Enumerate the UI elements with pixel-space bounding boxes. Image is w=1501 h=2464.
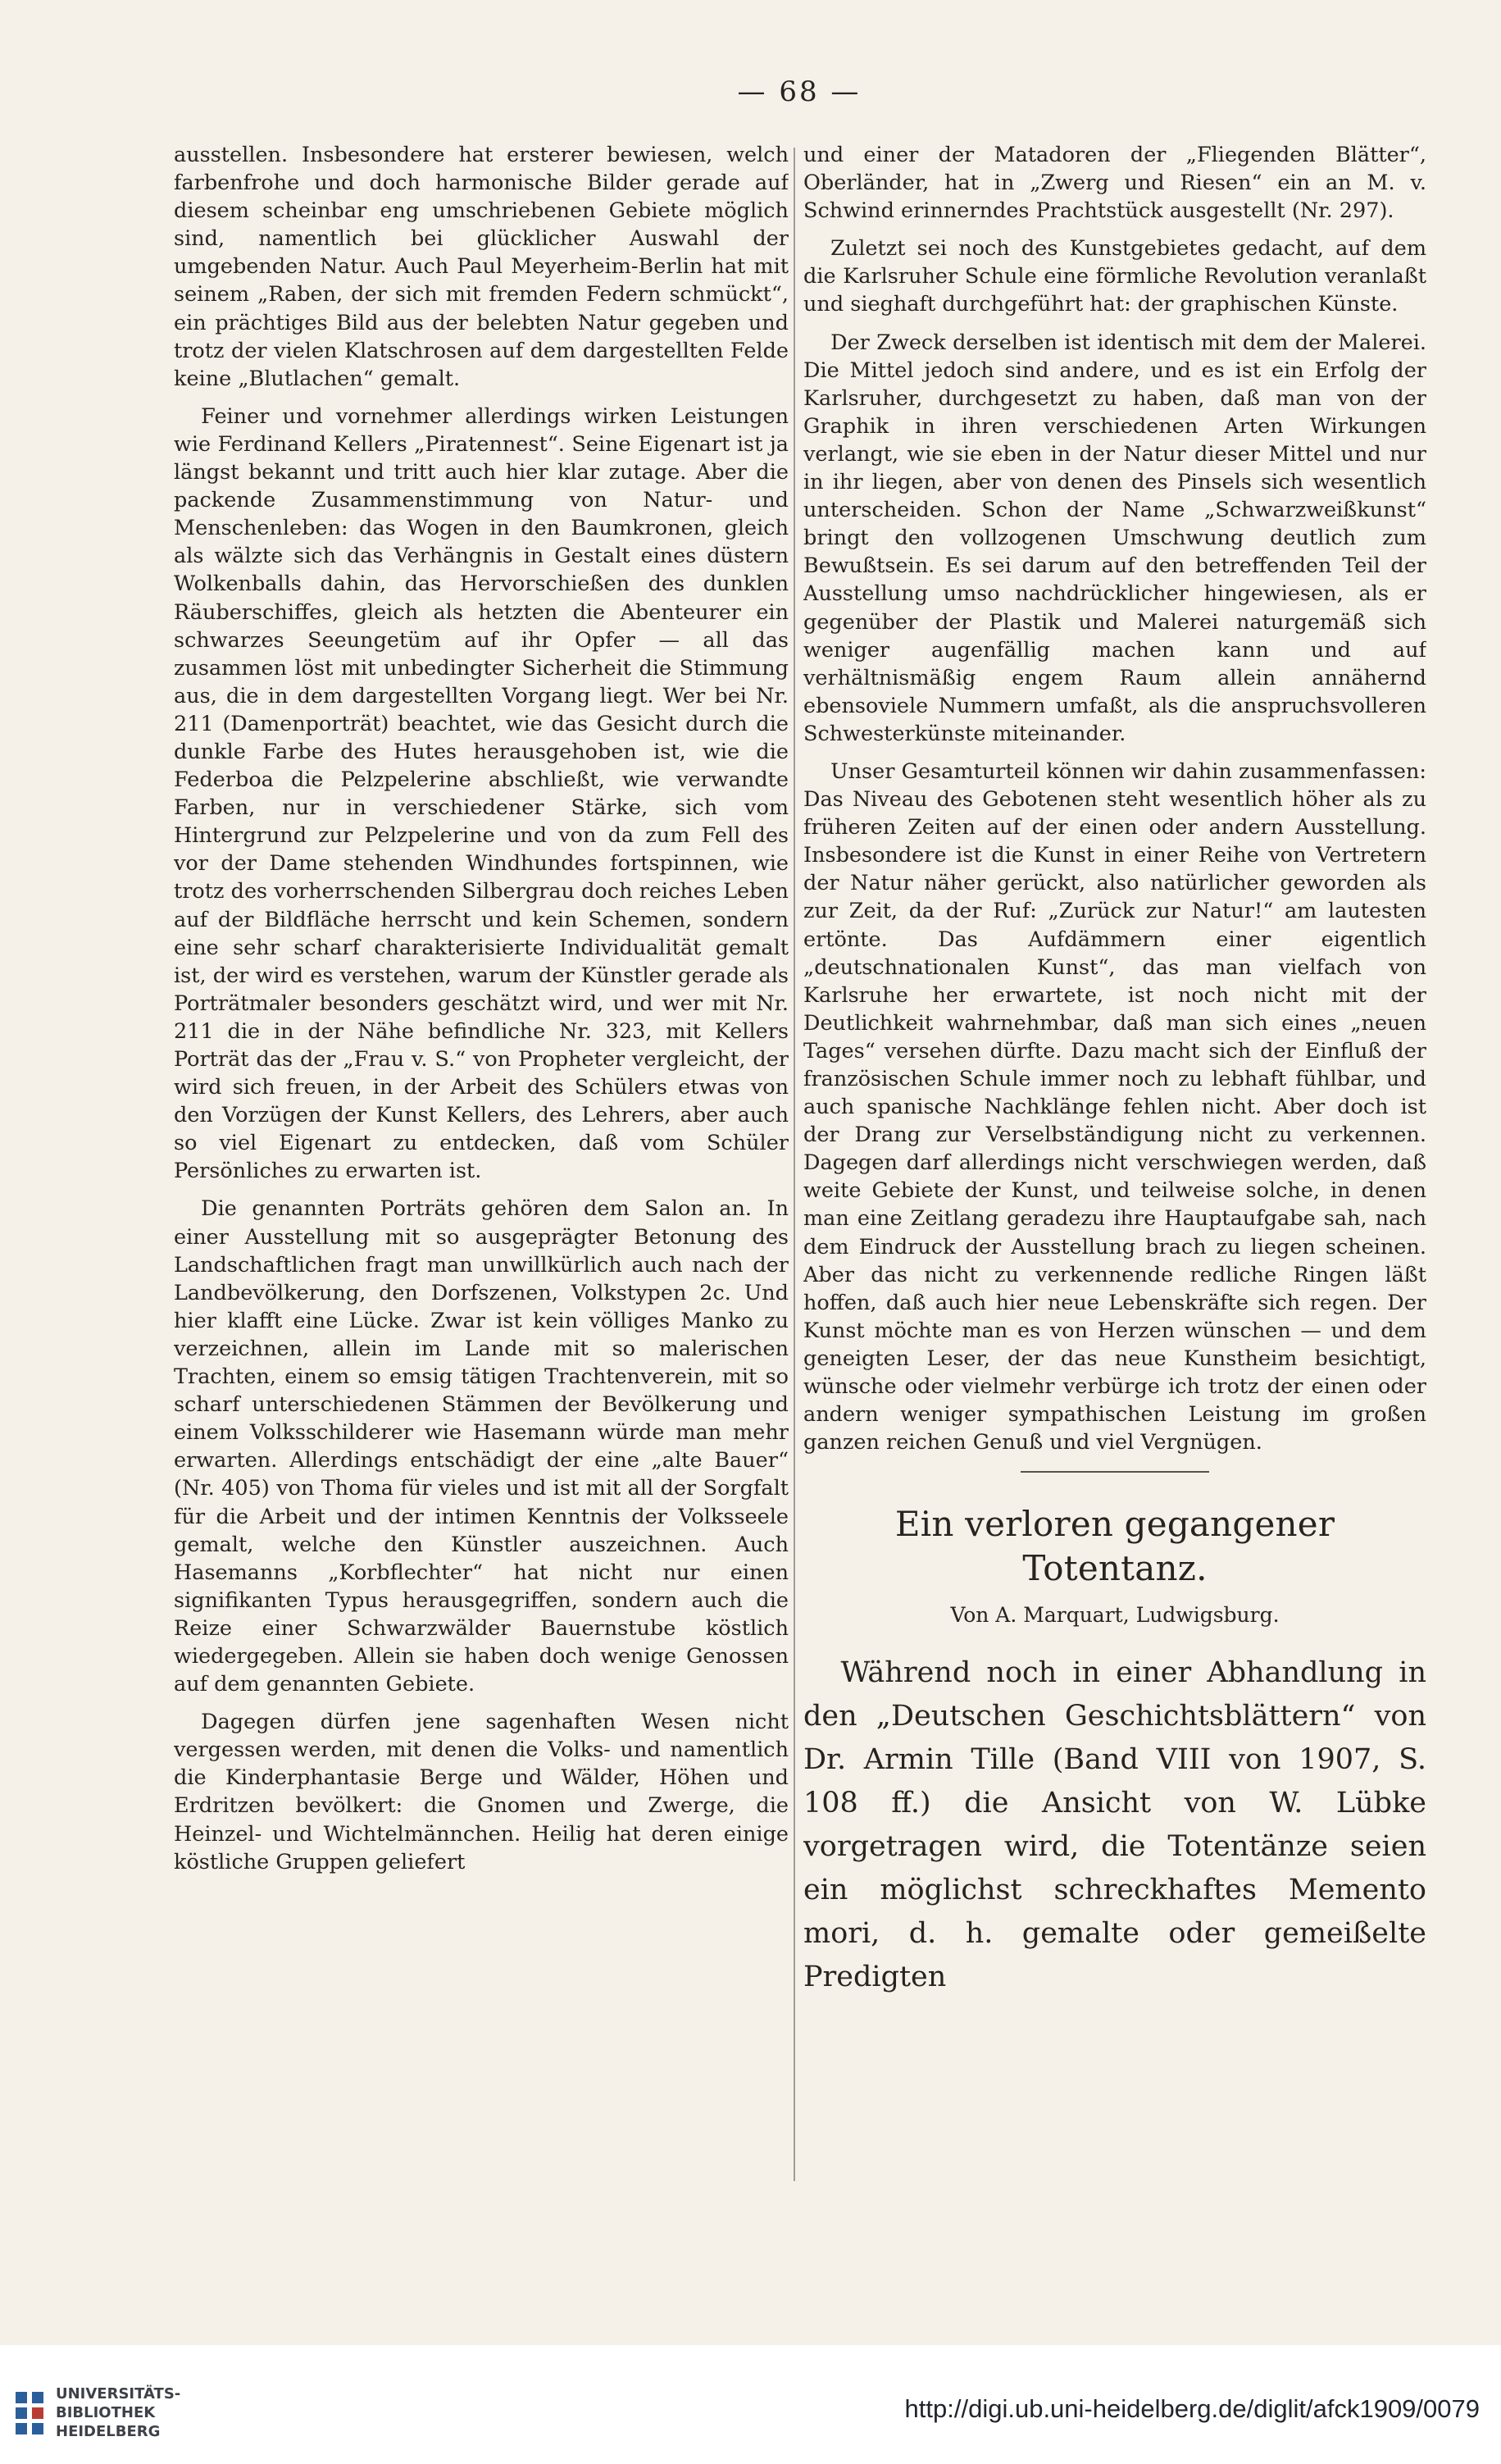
left-paragraph-3: Die genannten Porträts gehören dem Salon an. In einer Ausstellung mit so ausgeprägter Betonung des Landschaftlichen fragt man unwillkürlich auch nach der Landbevölkerung, den Dorfszenen, Volkstypen 2c. Und hier klafft eine Lücke. Zwar ist kein völliges Manko zu verzeichnen, allein im Lande mit so malerischen Trachten, einem so emsig tätigen Trachtenverein, mit so scharf unterschiedenen Stämmen der Bevölkerung und einem Volksschilderer wie Hasemann würde man mehr erwarten. Allerdings entschädigt der eine „alte Bauer“ (Nr. 405) von Thoma für vieles und ist mit all der Sorgfalt für die Arbeit und der intimen Kenntnis der Volksseele gemalt, welche den Künstler auszeichnen. Auch Hasemanns „Korbflechter“ hat nicht nur einen signifikanten Typus herausgegriffen, sondern auch die Reize einer Schwarzwälder Bauernstube köstlich wiedergegeben. Allein sie haben doch wenige Genossen auf dem genannten Gebiete. (174, 1196, 789, 1697)
section-divider (1021, 1471, 1209, 1473)
right-paragraph-3: Der Zweck derselben ist identisch mit dem der Malerei. Die Mittel jedoch sind andere, und es ist ein Erfolg der Karlsruher, durchgesetzt zu haben, daß man von der Graphik in ihren verschiedenen Arten Wirkungen verlangt, wie sie eben in der Natur dieser Mittel und nur in ihr liegen, aber von denen des Pinsels sich wesentlich unterscheiden. Schon der Name „Schwarzweißkunst“ bringt den vollzogenen Umschwung deutlich zum Bewußtsein. Es sei darum auf den betreffenden Teil der Ausstellung umso nachdrücklicher hingewiesen, als er gegenüber der Plastik und Malerei naturgemäß sich weniger augenfällig machen kann und auf verhältnismäßig engem Raum allein annähernd ebensoviele Nummern umfaßt, als die anspruchsvolleren Schwesterkünste miteinander. (803, 330, 1426, 746)
left-paragraph-1: ausstellen. Insbesondere hat ersterer bewiesen, welch farbenfrohe und doch harmonische Bilder gerade auf diesem scheinbar eng umschriebenen Gebiete möglich sind, namentlich bei glücklicher Auswahl der umgebenden Natur. Auch Paul Meyerheim-Berlin hat mit seinem „Raben, der sich mit fremden Federn schmückt“, ein prächtiges Bild aus der belebten Natur gegeben und trotz der vielen Klatschrosen auf dem dargestellten Felde keine „Blutlachen“ gemalt. (174, 143, 789, 391)
left-column (174, 141, 789, 2191)
right-paragraph-4: Unser Gesamturteil können wir dahin zusammenfassen: Das Niveau des Gebotenen steht wesentlich höher als zu früheren Zeiten auf der einen oder andern Ausstellung. Insbesondere ist die Kunst in einer Reihe von Vertretern der Natur näher gerückt, also natürlicher geworden als zur Zeit, da der Ruf: „Zurück zur Natur!“ am lautesten ertönte. Das Aufdämmern einer eigentlich „deutschnationalen Kunst“, das man vielfach von Karlsruhe her erwartete, ist noch nicht mit der Deutlichkeit wahrnehmbar, daß man sich eines „neuen Tages“ versehen dürfte. Dazu macht sich der Einfluß der französischen Schule immer noch zu lebhaft fühlbar, und auch spanische Nachklänge fehlen nicht. Aber doch ist der Drang zur Verselbständigung nicht zu verkennen. Dagegen darf allerdings nicht verschwiegen werden, daß weite Gebiete der Kunst, und teilweise solche, in denen man eine Zeitlang geradezu ihre Hauptaufgabe sah, nach dem Eindruck der Ausstellung brach zu liegen scheinen. Aber das nicht zu verkennende redliche Ringen läßt hoffen, daß auch hier neue Lebenskräfte sich regen. Der Kunst möchte man es von Herzen wünschen — und dem geneigten Leser, der das neue Kunstheim besichtigt, wünsche oder vielmehr verbürge ich trotz der einen oder andern weniger sympathischen Leistung im großen ganzen reichen Genuß und viel Vergnügen. (803, 758, 1426, 1455)
article-title: Ein verloren gegangener Totentanz. (894, 1504, 1335, 1589)
right-column (803, 141, 1426, 2191)
heidelberg-library-emblem-icon (13, 2389, 46, 2437)
article-lead-paragraph: Während noch in einer Abhandlung in den „Deutschen Geschichtsblättern“ von Dr. Armin Tille (Band VIII von 1907, S. 108 ff.) die Ansicht von W. Lübke vorgetragen wird, die Totentänze seien ein möglichst schreckhaftes Memento mori, d. h. gemalte oder gemeißelte Predigten (803, 1656, 1426, 1994)
digitization-url[interactable]: http://digi.ub.uni-heidelberg.de/diglit/afck1909/0079 (904, 2394, 1480, 2423)
right-paragraph-2: Zuletzt sei noch des Kunstgebietes gedacht, auf dem die Karlsruher Schule eine förmliche Revolution veranlaßt und sieghaft durchgeführt hat: der graphischen Künste. (803, 236, 1426, 317)
left-paragraph-2: Feiner und vornehmer allerdings wirken Leistungen wie Ferdinand Kellers „Piratennest“. Seine Eigenart ist ja längst bekannt und tritt auch hier klar zutage. Aber die packende Zusammenstimmung von Natur- und Menschenleben: das Wogen in den Baumkronen, gleich als wälzte sich das Verhängnis in Gestalt eines düstern Wolkenballs dahin, das Hervorschießen des dunklen Räuberschiffes, gleich als hetzten die Abenteurer ein schwarzes Seeungetüm auf ihr Opfer — all das zusammen löst mit unbedingter Sicherheit die Stimmung aus, die in dem dargestellten Vorgang liegt. Wer bei Nr. 211 (Damenporträt) beachtet, wie das Gesicht durch die dunkle Farbe des Hutes herausgehoben ist, wie die Federboa die Pelzpelerine abschließt, wie verwandte Farben, nur in verschiedener Stärke, sich vom Hintergrund zur Pelzpelerine und von da zum Fell des vor der Dame stehenden Windhundes fortspinnen, wie trotz des vorherrschenden Silbergrau doch reiches Leben auf der Bildfläche herrscht und kein Schemen, sondern eine sehr scharf charakterisierte Individualität gemalt ist, der wird es verstehen, warum der Künstler gerade als Porträtmaler besonders geschätzt wird, und wer mit Nr. 211 die in der Nähe befindliche Nr. 323, mit Kellers Porträt das der „Frau v. S.“ von Propheter vergleicht, der wird sich freuen, in der Arbeit des Schülers etwas von den Vorzügen der Kunst Kellers, des Lehrers, aber auch so viel Eigenart zu entdecken, daß vom Schüler Persönliches zu erwarten ist. (174, 403, 789, 1184)
right-paragraph-1: und einer der Matadoren der „Fliegenden Blätter“, Oberländer, hat in „Zwerg und Riesen“ ein an M. v. Schwind erinnerndes Prachtstück ausgestellt (Nr. 297). (803, 143, 1426, 224)
column-divider (794, 148, 795, 2181)
left-paragraph-4: Dagegen dürfen jene sagenhaften Wesen nicht vergessen werden, mit denen die Volks- und namentlich die Kinderphantasie Berge und Wälder, Höhen und Erdritzen bevölkert: die Gnomen und Zwerge, die Heinzel- und Wichtelmännchen. Heilig hat deren einige köstliche Gruppen geliefert (174, 1710, 789, 1874)
page-number: — 68 — (737, 75, 862, 108)
library-name: UNIVERSITÄTS- BIBLIOTHEK HEIDELBERG (56, 2385, 181, 2440)
digital-library-footer (0, 2345, 1501, 2464)
article-byline: Von A. Marquart, Ludwigsburg. (950, 1603, 1280, 1628)
